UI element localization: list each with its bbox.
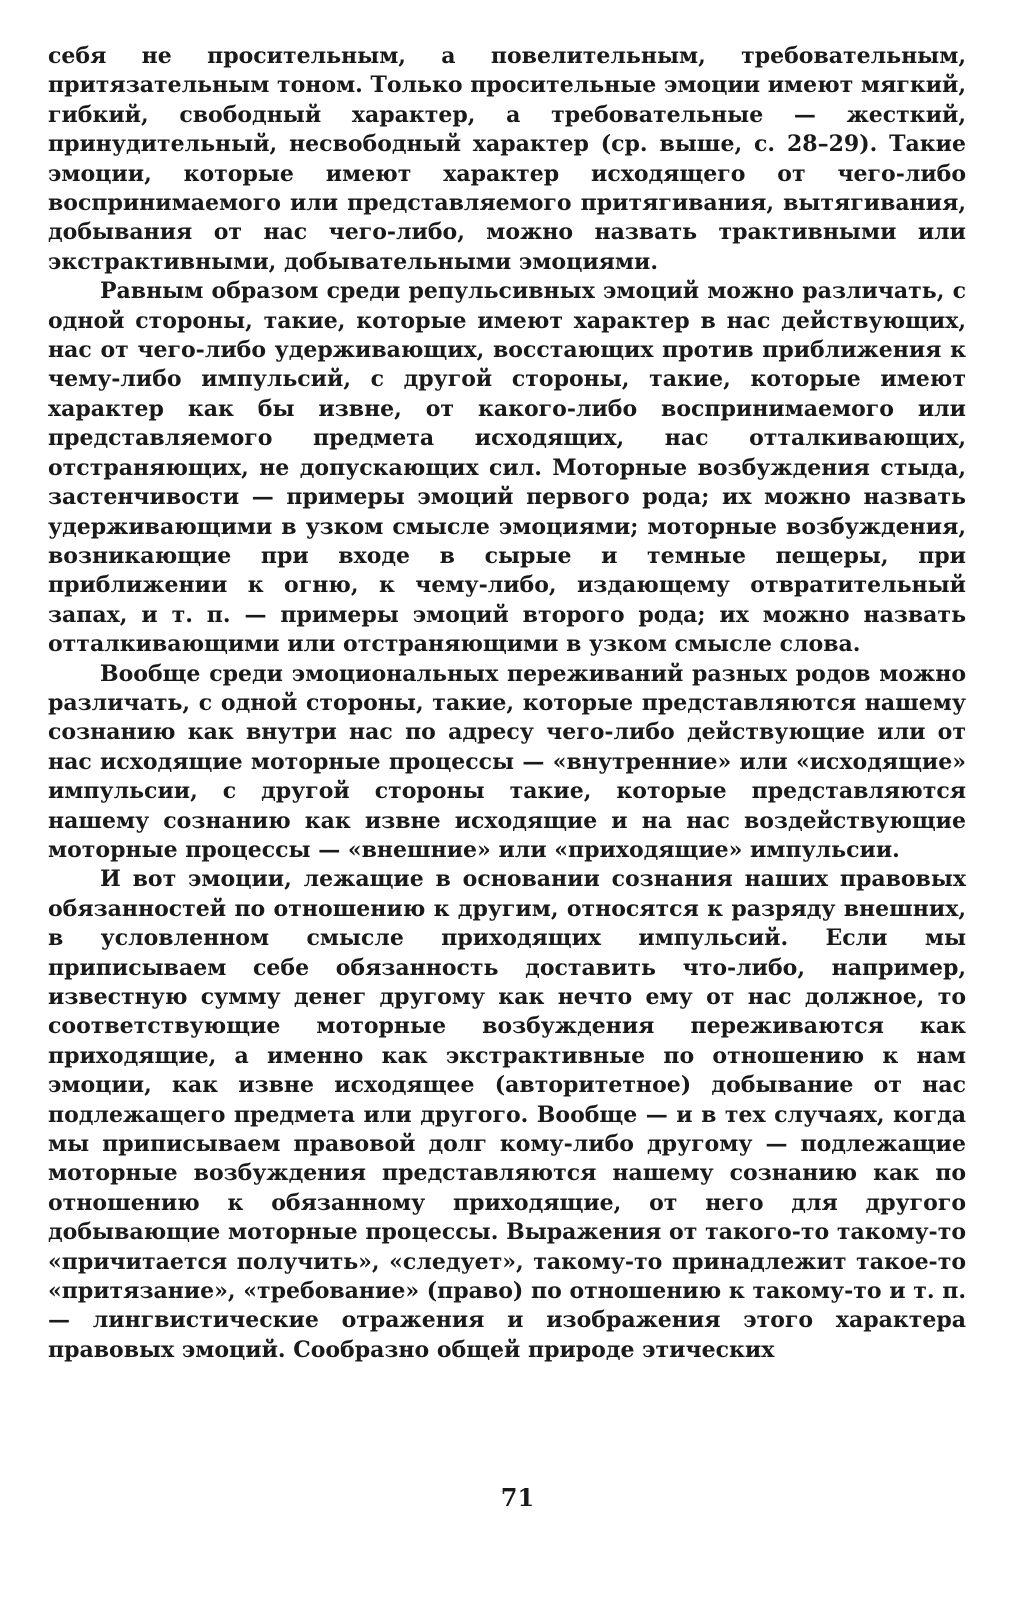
page-number: 71	[500, 1483, 535, 1512]
paragraph-3: Вообще среди эмоциональных переживаний разных родов можно различать, с одной стороны, такие, которые представляются нашему сознанию как внутри нас по адресу чего-либо действующие или от нас исходящие моторные процессы — «внутренние» или «исходящие» импульсии, с другой стороны такие, которые представляются нашему сознанию как извне исходящие и на нас воздействующие моторные процессы — «внешние» или «приходящие» импульсии.	[48, 660, 966, 863]
page-body	[48, 42, 966, 1365]
paragraph-2: Равным образом среди репульсивных эмоций можно различать, с одной стороны, такие, которые имеют характер в нас действующих, нас от чего-либо удерживающих, восстающих против приближения к чему-либо импульсий, с другой стороны, такие, которые имеют характер как бы извне, от какого-либо воспринимаемого или представляемого предмета исходящих, нас отталкивающих, отстраняющих, не допускающих сил. Моторные возбуждения стыда, застенчивости — примеры эмоций первого рода; их можно назвать удерживающими в узком смысле эмоциями; моторные возбуждения, возникающие при входе в сырые и темные пещеры, при приближении к огню, к чему-либо, издающему отвратительный запах, и т. п. — примеры эмоций второго рода; их можно назвать отталкивающими или отстраняющими в узком смысле слова.	[48, 278, 966, 658]
paragraph-4: И вот эмоции, лежащие в основании сознания наших правовых обязанностей по отношению к другим, относятся к разряду внешних, в условленном смысле приходящих импульсий. Если мы приписываем себе обязанность доставить что-либо, например, известную сумму денег другому как нечто ему от нас должное, то соответствующие моторные возбуждения переживаются как приходящие, а именно как экстрактивные по отношению к нам эмоции, как извне исходящее (авторитетное) добывание от нас подлежащего предмета или другого. Вообще — и в тех случаях, когда мы приписываем правовой долг кому-либо другому — подлежащие моторные возбуждения представляются нашему сознанию как по отношению к обязанному приходящие, от него для другого добывающие моторные процессы. Выражения от такого-то такому-то «причитается получить», «следует», такому-то принадлежит такое-то «притязание», «требование» (право) по отношению к такому-то и т. п. — лингвистические отражения и изображения этого характера правовых эмоций. Сообразно общей природе этических	[48, 866, 966, 1363]
paragraph-1: себя не просительным, а повелительным, требовательным, притязательным тоном. Только просительные эмоции имеют мягкий, гибкий, свободный характер, а требовательные — жесткий, принудительный, несвободный характер (ср. выше, с. 28–29). Такие эмоции, которые имеют характер исходящего от чего-либо воспринимаемого или представляемого притягивания, вытягивания, добывания от нас чего-либо, можно назвать трактивными или экстрактивными, добывательными эмоциями.	[48, 43, 966, 275]
